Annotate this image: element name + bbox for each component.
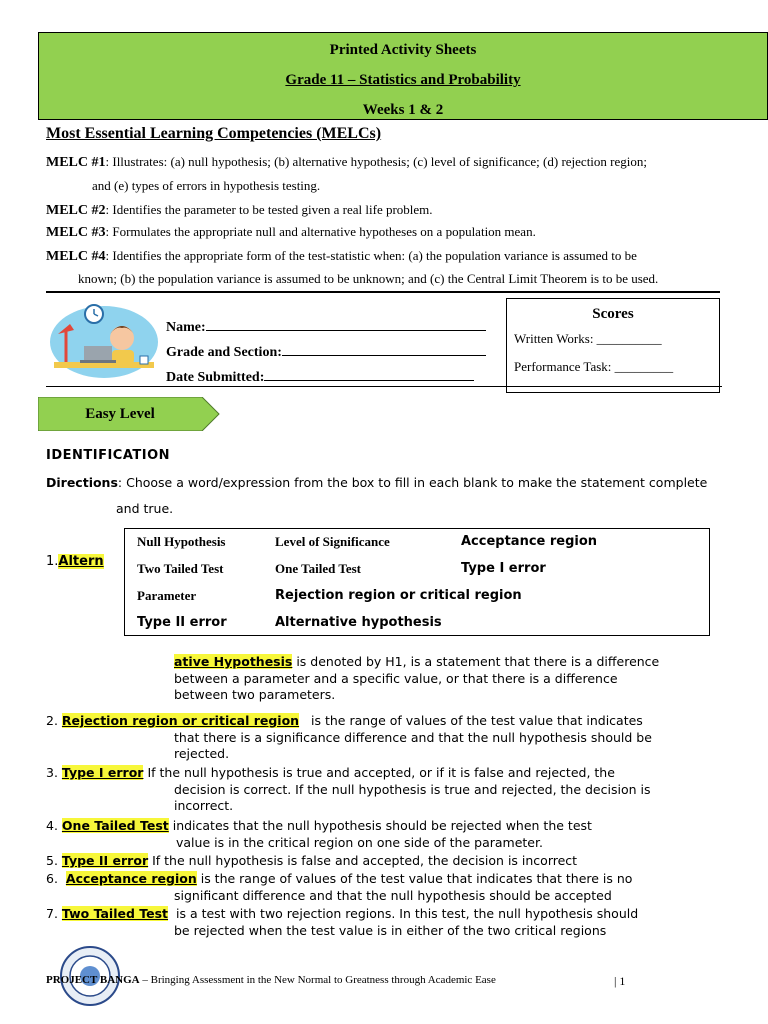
item-3-answer: Type I error: [61, 765, 144, 780]
word-type-ii-error: Type II error: [137, 615, 227, 630]
page-number: | 1: [614, 974, 626, 988]
word-acceptance-region: Acceptance region: [461, 534, 598, 549]
directions: [46, 475, 707, 490]
name-field[interactable]: Name:: [166, 318, 486, 336]
footer-project: PROJECT BANGA: [46, 974, 140, 986]
scores-box: [506, 298, 720, 393]
melc-1-text: : Illustrates: (a) null hypothesis; (b) alternative hypothesis; (c) level of significance; (d) rejection region;: [105, 154, 647, 169]
student-illustration: [48, 300, 160, 380]
word-type-i-error: Type I error: [461, 561, 546, 576]
melc-2-text: : Identifies the parameter to be tested given a real life problem.: [105, 202, 433, 217]
melc-1-cont: and (e) types of errors in hypothesis testing.: [92, 178, 321, 193]
item-6-line-2: significant difference and that the null hypothesis should be accepted: [174, 887, 612, 903]
directions-text: : Choose a word/expression from the box to fill in each blank to make the statement complete: [117, 475, 708, 490]
melc-4-text: : Identifies the appropriate form of the test-statistic when: (a) the population variance is assumed to be: [105, 248, 637, 263]
item-7: [46, 906, 722, 939]
melc-1: [46, 150, 746, 175]
header-banner: [38, 32, 768, 120]
item-1-line-2: between a parameter and a specific value, or that there is a difference: [174, 670, 618, 686]
level-label: Easy Level: [85, 406, 155, 422]
melc-4-cont: known; (b) the population variance is assumed to be unknown; and (c) the Central Limit Theorem is to be used.: [78, 271, 659, 286]
item-4-text: indicates that the null hypothesis should be rejected when the test: [172, 818, 592, 833]
item-2: [46, 713, 722, 763]
grade-section-field[interactable]: Grade and Section:: [166, 343, 486, 361]
item-6-text: is the range of values of the test value that indicates that there is no: [200, 871, 633, 886]
date-submitted-label: Date Submitted: [166, 370, 260, 385]
item-1-line-3: between two parameters.: [174, 687, 336, 702]
item-2-text: is the range of values of the test value that indicates: [311, 713, 643, 728]
item-1-text: is denoted by H1, is a statement that there is a difference: [292, 654, 660, 669]
item-6: [46, 871, 722, 904]
item-1-number: [46, 554, 104, 569]
item-6-num: 6.: [46, 871, 58, 886]
item-2-num: 2.: [46, 713, 58, 728]
item-1: [174, 654, 734, 704]
grade-section-line[interactable]: [282, 343, 486, 356]
item-2-line-2: that there is a significance difference and that the null hypothesis should be: [174, 729, 652, 745]
footer-text: – Bringing Assessment in the New Normal to Greatness through Academic Ease: [139, 974, 496, 986]
item-3: [46, 765, 722, 815]
header-subject: Grade 11 – Statistics and Probability: [285, 72, 521, 88]
item-7-num: 7.: [46, 906, 58, 921]
item-6-answer: Acceptance region: [65, 871, 197, 886]
section-title: IDENTIFICATION: [46, 448, 171, 463]
item-3-text: If the null hypothesis is true and accepted, or if it is false and rejected, the: [147, 765, 615, 780]
item-5-text: If the null hypothesis is false and accepted, the decision is incorrect: [152, 853, 578, 868]
word-two-tailed-test: Two Tailed Test: [137, 561, 224, 576]
item-1-answer-start: Altern: [58, 554, 104, 569]
directions-label: Directions: [46, 475, 118, 490]
scores-title: Scores: [592, 306, 634, 322]
header-weeks: Weeks 1 & 2: [362, 102, 444, 118]
item-7-answer: Two Tailed Test: [61, 906, 169, 921]
melcs-title: Most Essential Learning Competencies (MELCs): [46, 125, 382, 142]
item-3-line-2: decision is correct. If the null hypothesis is true and rejected, the decision is: [174, 781, 651, 797]
melc-1-tag: MELC #1: [46, 155, 106, 170]
item-2-answer: Rejection region or critical region: [61, 713, 300, 728]
word-alternative-hypothesis: Alternative hypothesis: [275, 615, 442, 630]
item-3-line-3: incorrect.: [174, 798, 234, 813]
melc-3-text: : Formulates the appropriate null and alternative hypotheses on a population mean.: [105, 224, 536, 239]
item-4-num: 4.: [46, 818, 58, 833]
footer: [46, 974, 496, 986]
melc-4-tag: MELC #4: [46, 249, 106, 264]
item-1-num: 1.: [46, 554, 59, 569]
directions-cont: and true.: [116, 501, 174, 516]
grade-section-label: Grade and Section: [166, 345, 278, 360]
date-submitted-line[interactable]: [264, 368, 474, 381]
item-5-answer: Type II error: [61, 853, 149, 868]
word-parameter: Parameter: [137, 588, 197, 603]
item-7-line-2: be rejected when the test value is in either of the two critical regions: [174, 922, 607, 938]
melc-4: [46, 244, 746, 269]
divider-top: [46, 291, 720, 293]
melc-3-tag: MELC #3: [46, 225, 106, 240]
item-5-num: 5.: [46, 853, 58, 868]
performance-task-score[interactable]: Performance Task: _________: [514, 359, 674, 374]
item-5: [46, 853, 722, 870]
name-line[interactable]: [206, 318, 486, 331]
item-3-num: 3.: [46, 765, 58, 780]
name-label: Name: [166, 320, 201, 335]
item-4: [46, 818, 722, 851]
word-level-of-significance: Level of Significance: [275, 534, 390, 549]
written-works-score[interactable]: Written Works: __________: [514, 331, 662, 346]
word-box: [124, 528, 710, 636]
word-rejection-region: Rejection region or critical region: [275, 588, 522, 603]
date-submitted-field[interactable]: Date Submitted:: [166, 368, 474, 386]
item-4-line-2: value is in the critical region on one side of the parameter.: [176, 834, 543, 850]
item-4-answer: One Tailed Test: [61, 818, 169, 833]
melc-2-tag: MELC #2: [46, 203, 106, 218]
level-banner: [38, 397, 220, 431]
item-1-answer-end: ative Hypothesis: [174, 654, 293, 669]
word-one-tailed-test: One Tailed Test: [275, 561, 361, 576]
melc-3: [46, 220, 746, 245]
word-null-hypothesis: Null Hypothesis: [137, 534, 226, 549]
item-2-line-3: rejected.: [174, 746, 230, 761]
header-title: Printed Activity Sheets: [329, 42, 477, 58]
item-7-text: is a test with two rejection regions. In this test, the null hypothesis should: [175, 906, 639, 921]
